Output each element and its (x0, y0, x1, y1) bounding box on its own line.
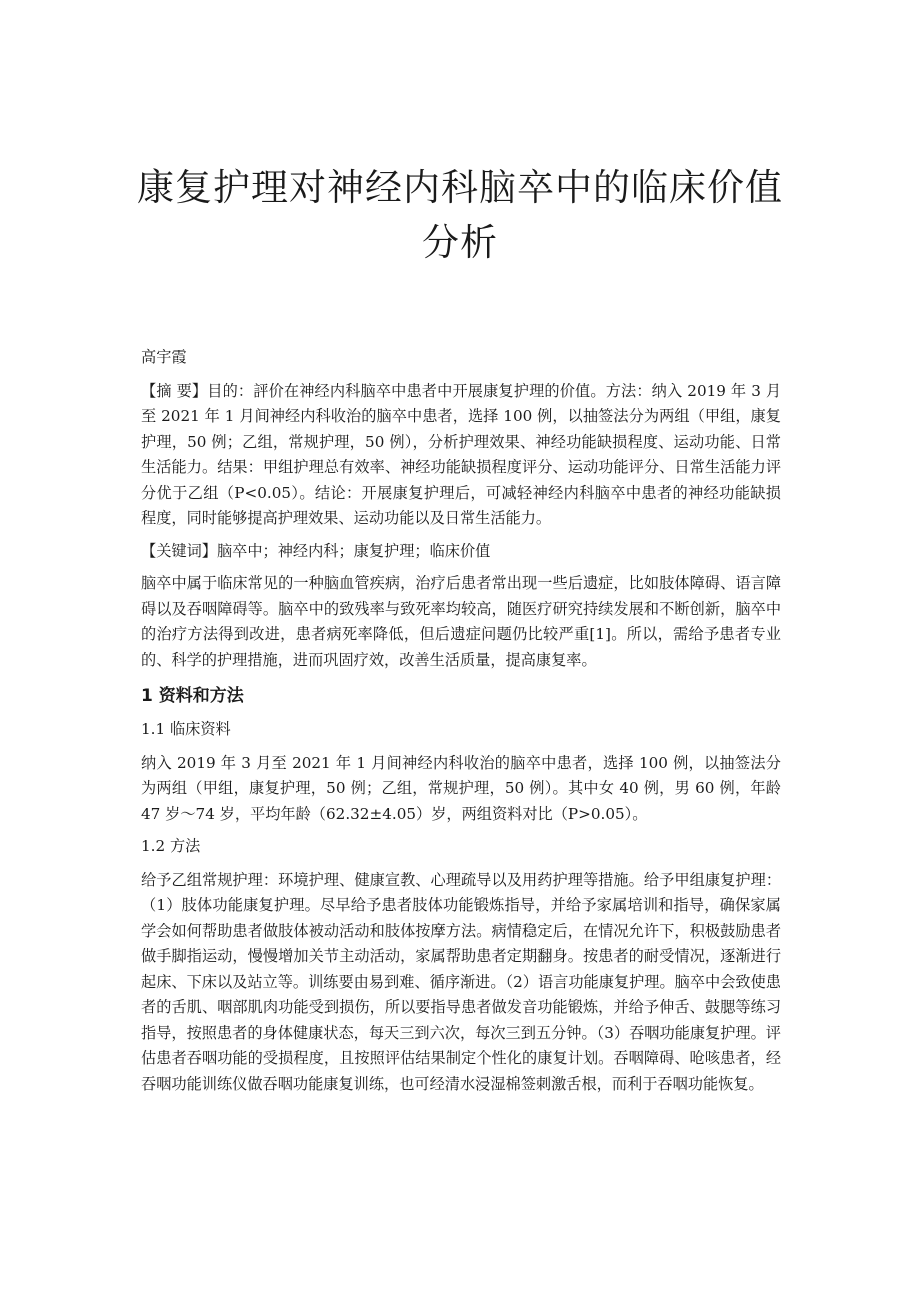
intro-paragraph: 脑卒中属于临床常见的一种脑血管疾病，治疗后患者常出现一些后遗症，比如肢体障碍、语言障碍以及吞咽障碍等。脑卒中的致残率与致死率均较高，随医疗研究持续发展和不断创新，脑卒中的治疗方法得到改进，患者病死率降低，但后遗症问题仍比较严重[1]。所以，需给予患者专业的、科学的护理措施，进而巩固疗效，改善生活质量，提高康复率。 (141, 574, 781, 669)
clinical-data-paragraph: 纳入 2019 年 3 月至 2021 年 1 月间神经内科收治的脑卒中患者，选择 100 例，以抽签法分为两组（甲组，康复护理，50 例；乙组，常规护理，50 例）。其中女 40 例，男 60 例，年龄 47 岁～74 岁，平均年龄（62.32±4.05）岁，两组资料对比（P>0.05）。 (141, 753, 781, 823)
paper-body (141, 345, 781, 1104)
keywords-paragraph (141, 539, 781, 565)
abstract-paragraph (141, 379, 781, 532)
abstract-text: 目的：評价在神经内科脑卒中患者中开展康复护理的价值。方法：纳入 2019 年 3 月至 2021 年 1 月间神经内科收治的脑卒中患者，选择 100 例，以抽签法分为两组（甲组，康复护理，50 例；乙组，常规护理，50 例），分析护理效果、神经功能缺损程度、运动功能、日常生活能力。结果：甲组护理总有效率、神经功能缺损程度评分、运动功能评分、日常生活能力评分优于乙组（P<0.05）。结论：开展康复护理后，可减轻神经内科脑卒中患者的神经功能缺损程度，同时能够提高护理效果、运动功能以及日常生活能力。 (141, 381, 782, 527)
paper-title: 康复护理对神经内科脑卒中的临床价值分析 (137, 166, 783, 264)
section-heading-materials-methods: 1 资料和方法 (141, 686, 244, 706)
abstract-label: 【摘 要】 (141, 381, 208, 400)
methods-paragraph: 给予乙组常规护理：环境护理、健康宣教、心理疏导以及用药护理等措施。给予甲组康复护理：（1）肢体功能康复护理。尽早给予患者肢体功能锻炼指导，并给予家属培训和指导，确保家属学会如何帮助患者做肢体被动活动和肢体按摩方法。病情稳定后，在情况允许下，积极鼓励患者做手脚指运动，慢慢增加关节主动活动，家属帮助患者定期翻身。按患者的耐受情况，逐渐进行起床、下床以及站立等。训练要由易到难、循序渐进。（2）语言功能康复护理。脑卒中会致使患者的舌肌、咽部肌肉功能受到损伤，所以要指导患者做发音功能锻炼，并给予伸舌、鼓腮等练习指导，按照患者的身体健康状态，每天三到六次，每次三到五分钟。（3）吞咽功能康复护理。评估患者吞咽功能的受损程度，且按照评估结果制定个性化的康复计划。吞咽障碍、呛咳患者，经吞咽功能训练仪做吞咽功能康复训练，也可经清水浸湿棉签刺激舌根，而利于吞咽功能恢复。 (141, 870, 781, 1093)
subsection-heading-clinical-data: 1.1 临床资料 (141, 720, 231, 738)
keywords-text: 脑卒中；神经内科；康复护理；临床价值 (216, 541, 491, 560)
keywords-label: 【关键词】 (141, 541, 217, 560)
subsection-heading-methods: 1.2 方法 (141, 837, 201, 855)
author-name: 高宇霞 (141, 348, 187, 366)
